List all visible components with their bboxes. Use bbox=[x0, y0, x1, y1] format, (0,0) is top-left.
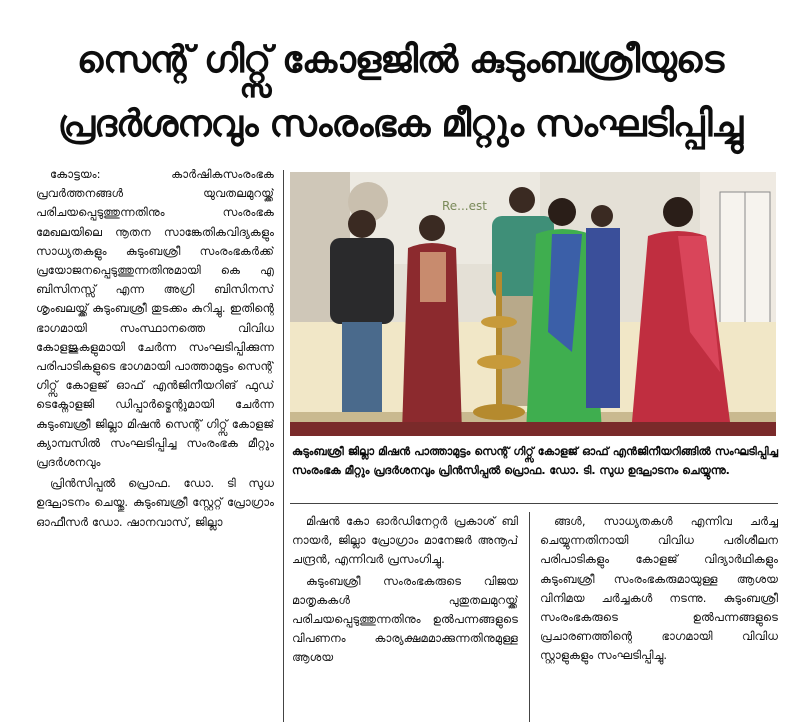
photo-caption: കുടുംബശ്രീ ജില്ലാ മിഷൻ പാത്താമുട്ടം സെന്റ് ഗിറ്റ്സ് കോളജ് ഓഫ് എൻജിനീയറിങ്ങിൽ സംഘടിപ്പിച്ച സംരംഭക മീറ്റും പ്രദർശനവും പ്രിൻസിപ്പൽ പ്രൊഫ. ഡോ. ടി. സുധ ഉദ്ഘാടനം ചെയ്യുന്നു. bbox=[292, 445, 778, 477]
article-paragraph: ങ്ങൾ, സാധ്യതകൾ എന്നിവ ചർച്ച ചെയ്യുന്നതിനായി വിവിധ പരിശീലന പരിപാടികളും കോളജ് വിദ്യാർഥികളും കുടുംബശ്രീ സംരംഭകരുമായുള്ള ആശയ വിനിമയ ചർച്ചകൾ നടന്നു. കുടുംബശ്രീ സംരംഭകരുടെ ഉൽപന്നങ്ങളുടെ പ്രചാരണത്തിന്റെ ഭാഗമായി വിവിധ സ്റ്റാളുകളും സംഘടിപ്പിച്ചു. bbox=[540, 514, 778, 663]
column-rule-right bbox=[529, 512, 530, 722]
article-column-3 bbox=[540, 512, 778, 724]
article-paragraph: കോട്ടയം: കാർഷികസംരംഭക പ്രവർത്തനങ്ങൾ യുവതലമുറയ്ക്ക് പരിചയപ്പെടുത്തുന്നതിനും സംരംഭക മേഖലയിലെ നൂതന സാങ്കേതികവിദ്യകളും സാധ്യതകളും കുടുംബശ്രീ സംരംഭകർക്ക് പ്രയോജനപ്പെടുത്തുന്നതിനുമായി കെ എ ബിസിനസ്സ് എന്ന അഗ്രി ബിസിനസ് ശൃംഖലയ്ക്ക് കുടുംബശ്രീ തുടക്കം കുറിച്ചു. ഇതിന്റെ ഭാഗമായി സംസ്ഥാനത്തെ വിവിധ കോളജുകളുമായി ചേർന്ന സംഘടിപ്പിക്കുന്ന പരിപാടികളുടെ ഭാഗമായി പാത്താമുട്ടം സെന്റ് ഗിറ്റ്സ് കോളജ് ഓഫ് എൻജിനീയറിങ് ഫുഡ് ടെക്നോളജി ഡിപ്പാർട്മെന്റുമായി ചേർന്ന കുടുംബശ്രീ ജില്ലാ മിഷൻ സെന്റ് ഗിറ്റ്സ് കോളജ് ക്യാമ്പസിൽ സംഘടിപ്പിച്ച സംരംഭക മീറ്റും പ്രദർശനവും bbox=[36, 167, 274, 470]
article-paragraph: മിഷൻ കോ ഓർഡിനേറ്റർ പ്രകാശ് ബി നായർ, ജില്ലാ പ്രോഗ്രാം മാനേജർ അനൂപ് ചന്ദ്രൻ, എന്നിവർ പ്രസംഗിച്ചു. bbox=[292, 514, 518, 567]
article-column-1 bbox=[36, 165, 274, 723]
headline-line-2: പ്രദർശനവും സംരംഭക മീറ്റും സംഘടിപ്പിച്ചു bbox=[57, 102, 743, 145]
event-photo-illustration bbox=[290, 172, 776, 436]
photo-banner-text: Re...est bbox=[442, 199, 487, 213]
event-photo bbox=[290, 172, 776, 436]
article-column-2 bbox=[292, 512, 518, 724]
article-paragraph: പ്രിൻസിപ്പൽ പ്രൊഫ. ഡോ. ടി സുധ ഉദ്ഘാടനം ചെയ്തു. കുടുംബശ്രീ സ്റ്റേറ്റ് പ്രോഗ്രാം ഓഫീസർ ഡോ. ഷാനവാസ്, ജില്ലാ bbox=[36, 476, 274, 529]
article-paragraph: കുടുംബശ്രീ സംരംഭകരുടെ വിജയ മാതൃകകൾ പുതുതലമുറയ്ക്ക് പരിചയപ്പെടുത്തുന്നതിനും ഉൽപന്നങ്ങളുടെ വിപണനം കാര്യക്ഷമമാക്കുന്നതിനുമുള്ള ആശയ bbox=[292, 573, 518, 665]
caption-rule bbox=[290, 503, 778, 504]
headline-line-1: സെന്റ് ഗിറ്റ്സ് കോളജിൽ കുടുംബശ്രീയുടെ bbox=[76, 38, 724, 81]
column-rule-left bbox=[283, 170, 284, 722]
